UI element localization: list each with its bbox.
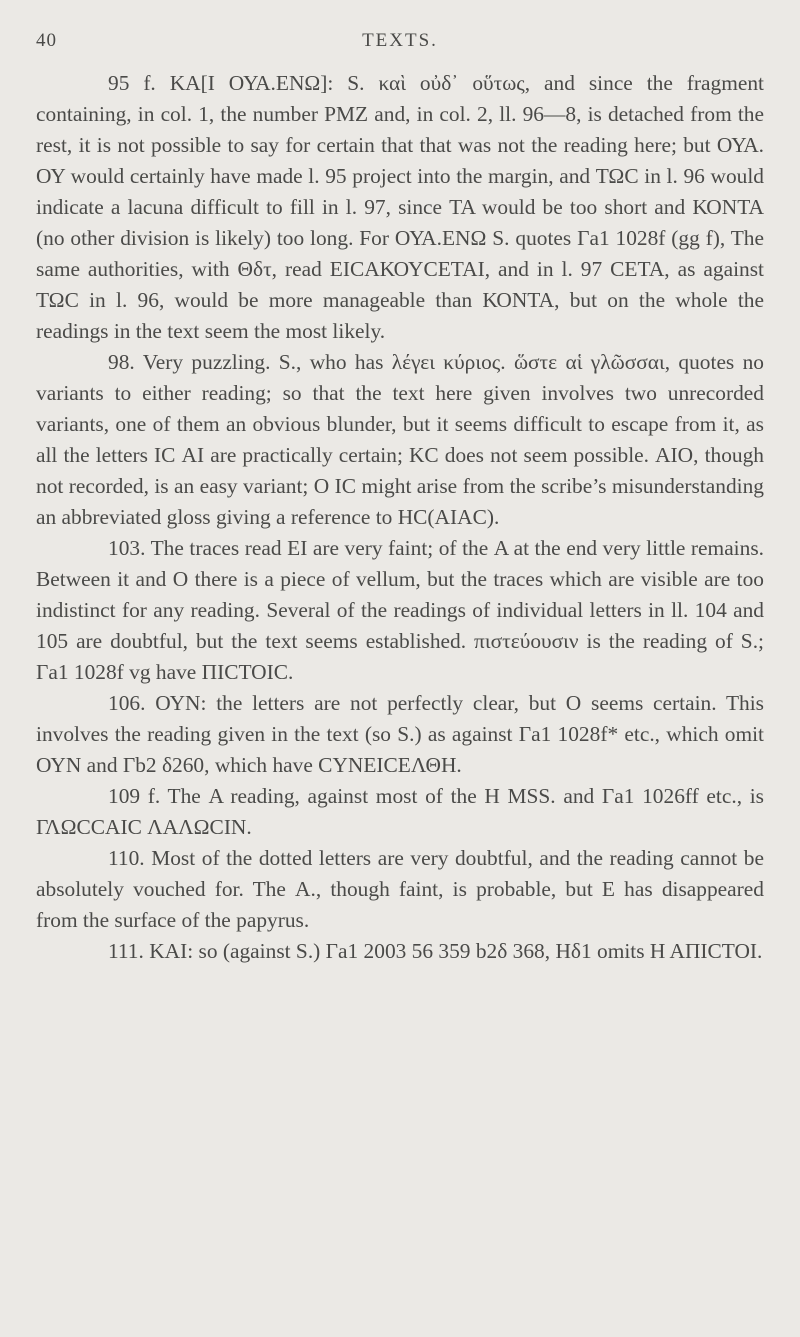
commentary-body <box>36 68 764 967</box>
page-header <box>36 30 764 60</box>
note-109f: 109 f. The Α reading, against most of the Η MSS. and Γa1 1026ff etc., is ΓΛΩCCΑΙC ΛΑΛΩCΙΝ. <box>36 784 764 839</box>
running-title: TEXTS. <box>362 30 438 51</box>
note-98: 98. Very puzzling. S., who has λέγει κύριος. ὥστε αἱ γλῶσσαι, quotes no variants to either reading; so that the text here given involves two unrecorded variants, one of them an obvious blunder, but it seems difficult to escape from it, as all the letters ΙC ΑΙ are practically certain; ΚC does not seem possible. ΑΙΟ, though not recorded, is an easy variant; Ο ΙC might arise from the scribe’s misunderstanding an abbreviated gloss giving a reference to ΗC(ΑΙΑC). <box>36 350 764 529</box>
note-106: 106. ΟΥΝ: the letters are not perfectly clear, but Ο seems certain. This involves the reading given in the text (so S.) as against Γa1 1028f* etc., which omit ΟΥΝ and Γb2 δ260, which have CΥΝΕΙCΕΛΘΗ. <box>36 691 764 777</box>
note-103: 103. The traces read ΕΙ are very faint; of the Α at the end very little remains. Between it and Ο there is a piece of vellum, but the traces which are visible are too indistinct for any reading. Several of the readings of individual letters in ll. 104 and 105 are doubtful, but the text seems established. πιστεύουσιν is the reading of S.; Γa1 1028f vg have ΠΙCΤΟΙC. <box>36 536 764 684</box>
note-110: 110. Most of the dotted letters are very doubtful, and the reading cannot be absolutely vouched for. The Α., though faint, is probable, but Ε has disappeared from the surface of the papyrus. <box>36 846 764 932</box>
note-95f: 95 f. ΚΑ[Ι ΟΥΑ.ΕΝΩ]: S. καὶ οὐδ᾽ οὕτως, and since the fragment containing, in col. 1, the number ΡΜΖ and, in col. 2, ll. 96—8, is detached from the rest, it is not possible to say for certain that that was not the reading here; but ΟΥΑ. ΟΥ would certainly have made l. 95 project into the margin, and ΤΩC in l. 96 would indicate a lacuna difficult to fill in l. 97, since ΤΑ would be too short and ΚΟΝΤΑ (no other division is likely) too long. For ΟΥΑ.ΕΝΩ S. quotes Γa1 1028f (gg f), The same authorities, with Θδτ, read ΕΙCΑΚΟΥCΕΤΑΙ, and in l. 97 CΕΤΑ, as against ΤΩC in l. 96, would be more manageable than ΚΟΝΤΑ, but on the whole the readings in the text seem the most likely. <box>36 71 764 343</box>
note-111: 111. ΚΑΙ: so (against S.) Γa1 2003 56 359 b2δ 368, Ηδ1 omits Η ΑΠΙCΤΟΙ. <box>108 939 763 963</box>
page-number: 40 <box>36 30 57 51</box>
